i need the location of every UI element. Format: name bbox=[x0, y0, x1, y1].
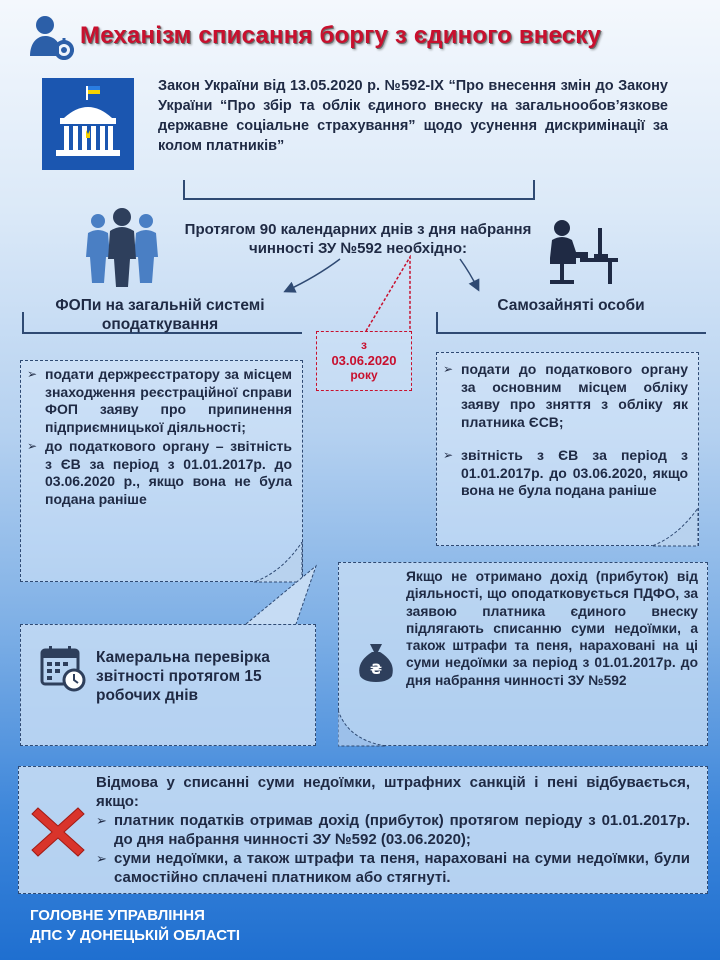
self-item-2: звітність з ЄВ за період з 01.01.2017р. до 03.06.2020, якщо вона не була подана раніше bbox=[461, 447, 688, 498]
footer-line-1: ГОЛОВНЕ УПРАВЛІННЯ bbox=[30, 907, 205, 924]
footer-line-2: ДПС У ДОНЕЦЬКІЙ ОБЛАСТІ bbox=[30, 927, 241, 944]
camera-check-text: Камеральна перевірка звітності протягом 15 робочих днів bbox=[96, 649, 270, 704]
connector-line bbox=[436, 332, 706, 334]
svg-text:₴: ₴ bbox=[369, 662, 383, 678]
self-item-1: подати до податкового органу за основним місцем обліку заяву про зняття з обліку як платника ЄСВ; bbox=[461, 361, 688, 430]
income-condition-text: Якщо не отримано дохід (прибуток) від діяльності, що оподатковується ПДФО, за заявою платника єдиного внеску підлягають списанню суми недоїмки, а також штрафи та пеня, нараховані на ці суми недоїмки за період з 01.01.2017р. до дня набрання чинності ЗУ №592 bbox=[406, 569, 698, 688]
list-item bbox=[96, 811, 690, 849]
refusal-item-2: суми недоїмки, а також штрафи та пеня, нараховані на суми недоїмки, були самостійно сплачені платником або стягнуті. bbox=[114, 850, 690, 886]
bullet-arrow-icon: ➢ bbox=[27, 439, 38, 453]
connector-line bbox=[533, 180, 535, 200]
parliament-building-icon bbox=[42, 78, 134, 170]
law-description: Закон України від 13.05.2020 р. №592-IX “Про внесення змін до Закону України “Про збір та облік єдиного внеску на загальнообов’язкове державне соціальне страхування” щодо усунення дискримінації за колом платників” bbox=[158, 78, 668, 154]
bullet-arrow-icon: ➢ bbox=[443, 362, 454, 376]
bullet-arrow-icon: ➢ bbox=[443, 448, 454, 462]
date-callout-pointer bbox=[360, 255, 420, 333]
connector-line bbox=[183, 180, 185, 200]
bullet-arrow-icon: ➢ bbox=[96, 813, 107, 828]
user-gear-icon bbox=[28, 14, 74, 60]
self-box-fold bbox=[652, 508, 700, 548]
list-item bbox=[443, 361, 688, 431]
calendar-clock-icon bbox=[40, 644, 88, 692]
bullet-arrow-icon: ➢ bbox=[27, 367, 38, 381]
list-item bbox=[96, 849, 690, 887]
fop-item-2: до податкового органу – звітність з ЄВ за період з 01.01.2017р. до 03.06.2020 р., якщо вона не була подана раніше bbox=[45, 438, 292, 507]
period-statement: Протягом 90 календарних днів з дня набрання чинності ЗУ №592 необхідно: bbox=[184, 221, 532, 257]
list-item bbox=[27, 438, 292, 508]
red-cross-icon bbox=[30, 804, 86, 860]
list-item bbox=[27, 366, 292, 436]
camera-box-pointer bbox=[236, 564, 318, 626]
refusal-text bbox=[96, 773, 690, 887]
connector-line bbox=[436, 312, 438, 334]
date-prefix: з bbox=[361, 338, 367, 352]
person-at-computer-icon bbox=[542, 218, 618, 288]
group-people-icon bbox=[82, 207, 162, 289]
refusal-intro: Відмова у списанні суми недоїмки, штрафних санкцій і пені відбувається, якщо: bbox=[96, 774, 690, 810]
connector-line bbox=[183, 198, 535, 200]
self-employed-label: Самозайняті особи bbox=[497, 297, 645, 314]
list-item bbox=[443, 447, 688, 500]
date-value: 03.06.2020 bbox=[331, 353, 397, 368]
page-title: Механізм списання боргу з єдиного внеску bbox=[80, 22, 602, 49]
money-bag-icon bbox=[356, 640, 396, 684]
date-suffix: року bbox=[350, 368, 378, 382]
fop-label: ФОПи на загальній системі оподаткування bbox=[55, 297, 265, 333]
fop-item-1: подати держреєстратору за місцем знаходження реєстраційної справи ФОП заяву про припинення підприємницької діяльності; bbox=[45, 366, 292, 435]
date-callout bbox=[316, 331, 412, 391]
bullet-arrow-icon: ➢ bbox=[96, 851, 107, 866]
income-box-fold bbox=[338, 710, 388, 748]
refusal-item-1: платник податків отримав дохід (прибуток) протягом періоду з 01.01.2017р. до дня набрання чинності ЗУ №592 (03.06.2020); bbox=[114, 812, 690, 848]
footer-organization bbox=[30, 906, 430, 946]
